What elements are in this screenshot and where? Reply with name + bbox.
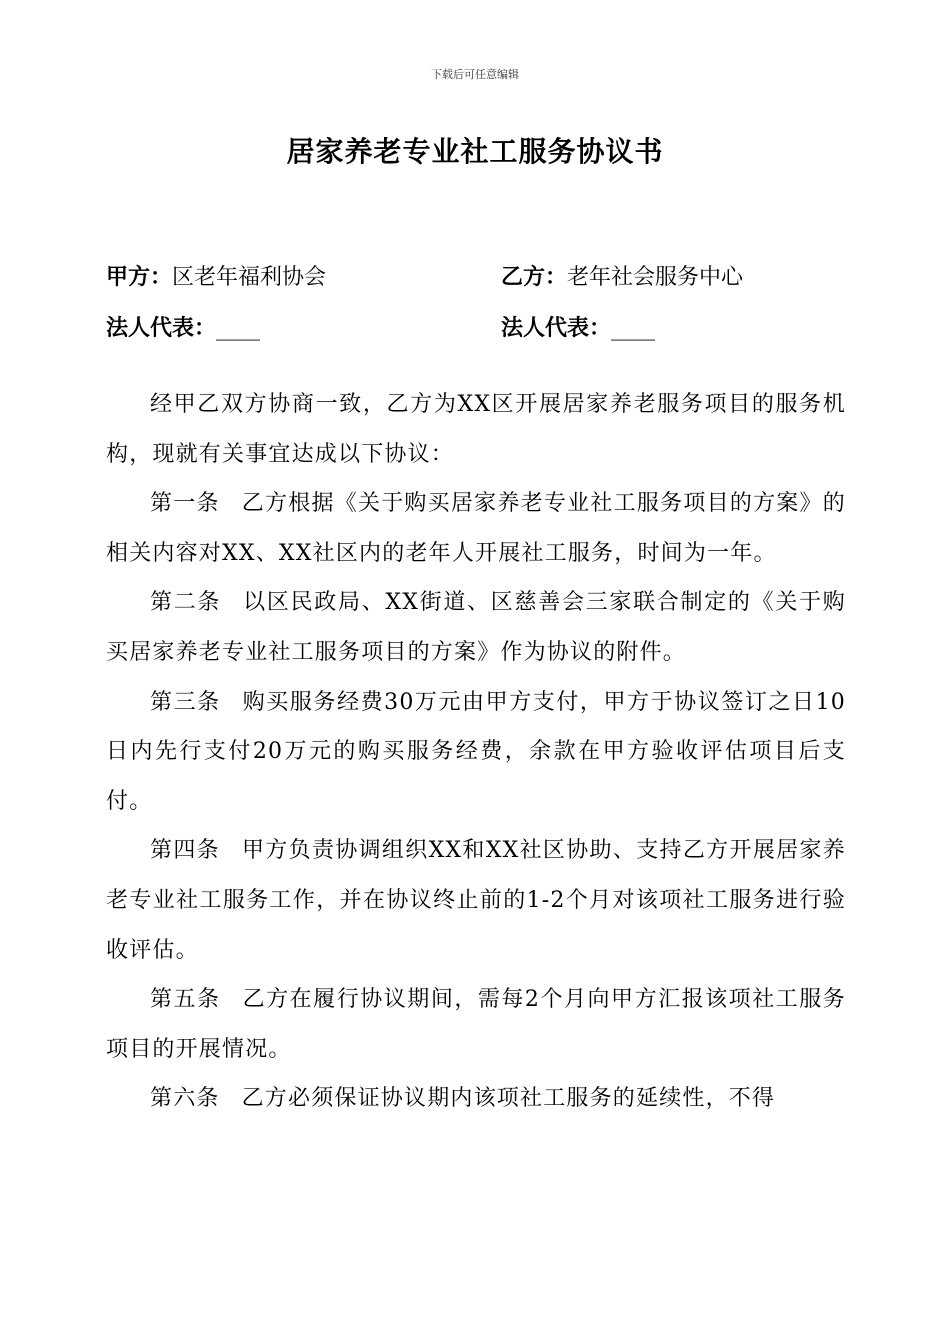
article-6-text: 乙方必须保证协议期内该项社工服务的延续性，不得 (241, 1086, 776, 1112)
party-names-row (106, 260, 846, 294)
party-a-name: 区老年福利协会 (172, 265, 327, 290)
article-2-number: 第二条 (150, 590, 222, 616)
party-b-rep-label: 法人代表： (501, 315, 612, 341)
article-6 (106, 1074, 846, 1124)
article-2-text: 以区民政局、XX街道、区慈善会三家联合制定的《关于购买居家养老专业社工服务项目的方案》作为协议的附件。 (106, 590, 846, 665)
party-b-rep-field (501, 311, 655, 346)
article-4 (106, 826, 846, 975)
article-3 (106, 678, 846, 827)
party-a-name-field (106, 260, 326, 295)
article-5 (106, 975, 846, 1074)
article-3-text: 购买服务经费30万元由甲方支付，甲方于协议签订之日10日内先行支付20万元的购买服务经费，余款在甲方验收评估项目后支付。 (106, 689, 846, 814)
article-5-text: 乙方在履行协议期间，需每2个月向甲方汇报该项社工服务项目的开展情况。 (106, 987, 846, 1062)
party-b-rep-value: ____ (611, 316, 656, 341)
article-4-number: 第四条 (150, 838, 220, 864)
party-a-rep-label: 法人代表： (106, 315, 217, 341)
party-b-label: 乙方： (501, 264, 568, 290)
article-1-text: 乙方根据《关于购买居家养老专业社工服务项目的方案》的相关内容对XX、XX社区内的老年人开展社工服务，时间为一年。 (106, 491, 846, 566)
party-b-name: 老年社会服务中心 (567, 265, 744, 290)
party-reps-row (106, 311, 846, 345)
header-note: 下载后可任意编辑 (431, 68, 519, 81)
article-1 (106, 479, 846, 578)
article-3-number: 第三条 (150, 689, 221, 715)
article-1-number: 第一条 (150, 491, 220, 517)
party-a-rep-field (106, 311, 260, 346)
article-2 (106, 578, 846, 677)
party-a-label: 甲方： (106, 264, 173, 290)
intro-paragraph: 经甲乙双方协商一致，乙方为XX区开展居家养老服务项目的服务机构，现就有关事宜达成以下协议： (106, 392, 846, 467)
party-a-rep-value: ____ (216, 316, 261, 341)
agreement-body (106, 380, 846, 1124)
article-6-number: 第六条 (150, 1086, 220, 1112)
document-title: 居家养老专业社工服务协议书 (286, 135, 664, 168)
article-4-text: 甲方负责协调组织XX和XX社区协助、支持乙方开展居家养老专业社工服务工作，并在协议终止前的1-2个月对该项社工服务进行验收评估。 (106, 838, 846, 963)
party-b-name-field (501, 260, 743, 295)
article-5-number: 第五条 (150, 987, 221, 1013)
